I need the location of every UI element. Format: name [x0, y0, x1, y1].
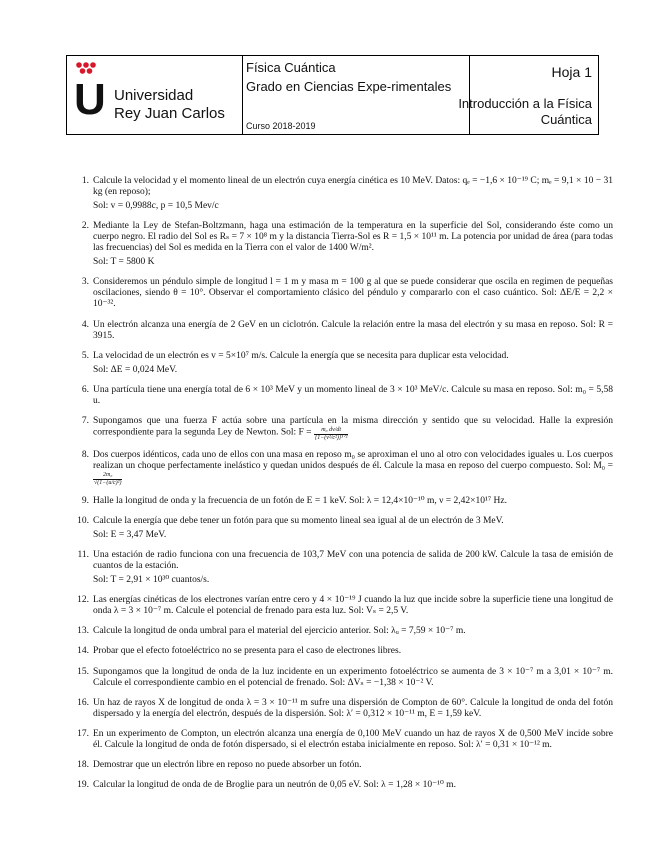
problem-statement: Un electrón alcanza una energía de 2 GeV en un ciclotrón. Calcule la relación entre la masa del electrón y su masa en reposo.	[93, 319, 578, 330]
problem-solution: Sol: Vₛ = 2,5 V.	[348, 606, 409, 617]
problem-statement: Calcule la energía que debe tener un fotón para que su momento lineal sea igual al de un electrón de 3 MeV.	[93, 515, 504, 526]
problem-number: 3.	[81, 277, 89, 288]
problem-statement: Mediante la Ley de Stefan-Boltzmann, haga una estimación de la temperatura en la superficie del Sol, considerando éste como un cuerpo negro. El radio del Sol es Rₛ = 7 × 10⁸ m y la distancia Tierra-Sol es R = 1,5 × 10¹¹ m. La potencia por unidad de área (para todas las frecuencias) del Sol es medida en la Tierra con el valor de 1400 W/m².	[93, 221, 613, 254]
problem-solution: Sol: λ = 12,4×10⁻¹⁰ m, ν = 2,42×10¹⁷ Hz.	[349, 495, 508, 506]
problem-number: 7.	[81, 416, 89, 427]
problem-number: 19.	[77, 780, 89, 791]
problem-solution: Sol: T = 5800 K	[93, 257, 155, 268]
problem-number: 4.	[81, 319, 89, 330]
problem-number: 11.	[77, 549, 89, 560]
problem-solution: Sol: ΔVₛ = −1,38 × 10⁻² V.	[329, 677, 434, 688]
problem-text	[93, 729, 613, 751]
problem-solution: Sol: λ = 1,28 × 10⁻¹⁰ m.	[363, 780, 456, 791]
problem-solution: Sol: ΔE = 0,024 MeV.	[93, 364, 178, 375]
problem-statement: En un experimento de Compton, un electrón alcanza una energía de 0,100 MeV cuando un haz de rayos X de 0,500 MeV incide sobre él. Calcule la longitud de onda de fotón dispersado, si el electrón estaba inicialmente en reposo.	[93, 729, 613, 750]
problem-text	[93, 646, 613, 657]
problem-statement: Supongamos que la longitud de onda de la luz incidente en un experimento fotoeléctrico se aumenta de 3 × 10⁻⁷ m a 3,01 × 10⁻⁷ m. Calcule el correspondiente cambio en el potencial de frenado.	[93, 666, 613, 688]
problem-item	[81, 221, 613, 268]
problem-solution: Sol: v = 0,9988c, p = 10,5 Mev/c	[93, 201, 219, 211]
problem-statement: Una estación de radio funciona con una frecuencia de 103,7 MeV con una potencia de salida de 200 kW. Calcule la tasa de emisión de cuantos de la estación.	[93, 549, 613, 571]
logo-name-line: Rey Juan Carlos	[114, 105, 225, 122]
problem-statement: La velocidad de un electrón es v = 5×10⁷ m/s. Calcule la energía que se necesita para duplicar esta velocidad.	[93, 350, 509, 361]
fraction-numerator: m₀ dv/dt	[314, 427, 348, 435]
problem-statement: Calcule la velocidad y el momento lineal de un electrón cuya energía cinética es 10 MeV. Datos: qₑ = −1,6 × 10⁻¹⁹ C; mₑ = 9,1 × 10 − 31 kg (en reposo);	[93, 176, 613, 197]
course-degree: Grado en Ciencias Expe-rimentales	[246, 79, 452, 94]
problem-number: 13.	[77, 626, 89, 637]
problem-number: 6.	[81, 384, 89, 395]
problem-solution: Sol: λ′ = 0,31 × 10⁻¹² m.	[458, 740, 552, 750]
problem-item	[77, 646, 613, 657]
university-logo	[67, 56, 243, 134]
problem-item	[77, 760, 613, 771]
logo-university-line: Universidad	[114, 87, 194, 104]
problem-text	[93, 516, 613, 527]
problem-solution: Sol: M₀ =	[575, 461, 614, 472]
solution-fraction	[314, 427, 348, 441]
fraction-denominator: [1−(v²/c²)]³ᐟ²	[314, 434, 348, 441]
problem-item	[81, 350, 613, 376]
problem-text	[93, 221, 613, 254]
problem-solution: Sol: ΔE/E = 2,2 × 10⁻³².	[93, 288, 613, 310]
problem-text	[93, 698, 613, 720]
problem-text	[93, 760, 613, 771]
problem-statement: Las energías cinéticas de los electrones varían entre cero y 4 × 10⁻¹⁹ J cuando la luz que incide sobre la superficie tiene una longitud de onda λ = 3 × 10⁻⁷ m. Calcule el potencial de frenado para esta luz.	[93, 595, 613, 617]
problem-item	[81, 416, 613, 441]
problem-item	[81, 277, 613, 310]
problem-number: 16.	[77, 697, 89, 708]
problem-item	[81, 319, 614, 342]
problem-number: 15.	[77, 666, 89, 677]
problem-statement: Calcular la longitud de onda de de Broglie para un neutrón de 0,05 eV.	[93, 780, 362, 791]
problem-solution: Sol: m₀ = 5,58 u.	[93, 384, 614, 406]
sheet-topic: Introducción a la Física Cuántica	[458, 96, 592, 127]
problem-solution: Sol: E = 3,47 MeV.	[93, 529, 167, 540]
problem-statement: Probar que el efecto fotoeléctrico no se presenta para el caso de electrones libres.	[93, 646, 402, 657]
problem-solution: Sol: F =	[280, 427, 312, 438]
problem-item	[81, 384, 614, 407]
problem-statement: Demostrar que un electrón libre en reposo no puede absorber un fotón.	[93, 760, 362, 771]
problem-item	[77, 780, 613, 791]
solution-fraction	[93, 472, 122, 486]
problem-list	[77, 176, 614, 801]
problem-text	[93, 277, 613, 310]
document-header	[66, 55, 599, 135]
problem-text	[93, 320, 613, 342]
problem-text	[93, 176, 613, 198]
problem-item	[81, 495, 613, 507]
fraction-denominator: √(1−(u/c)²)	[94, 479, 122, 486]
problem-solution: Sol: λ′ = 0,312 × 10⁻¹¹ m, E = 1,59 keV.	[328, 708, 482, 719]
problem-text	[93, 416, 613, 441]
problem-number: 12.	[77, 595, 89, 606]
problem-solution: Sol: T = 2,91 × 10³⁰ cuantos/s.	[93, 574, 210, 585]
problem-text	[93, 385, 613, 407]
sheet-info	[458, 56, 598, 134]
course-subject: Física Cuántica	[246, 60, 336, 75]
problem-text	[93, 496, 613, 507]
sheet-number: Hoja 1	[551, 64, 592, 80]
problem-statement: Una partícula tiene una energía total de 6 × 10³ MeV y un momento lineal de 3 × 10³ MeV/c. Calcule su masa en reposo.	[93, 384, 555, 395]
problem-statement: Dos cuerpos idénticos, cada uno de ellos con una masa en reposo m₀ se aproximan el uno al otro con velocidades iguales u. Los cuerpos realizan un choque perfectamente inelástico y quedan unidos después de él. Calcule la masa en reposo del cuerpo compuesto.	[93, 450, 613, 472]
problem-statement: Calcule la longitud de onda umbral para el material del ejercicio anterior.	[93, 626, 372, 637]
course-year: Curso 2018-2019	[246, 121, 316, 131]
problem-solution: Sol: R = 3915.	[93, 319, 614, 341]
logo-u-mark: U	[74, 75, 105, 124]
problem-statement: Un haz de rayos X de longitud de onda λ = 3 × 10⁻¹¹ m sufre una dispersión de Compton de 60°. Calcule la longitud de onda del fotón dispersado y la energía del electrón, después de la dispersión.	[93, 697, 613, 719]
problem-text	[93, 780, 613, 791]
problem-item	[77, 595, 613, 617]
problem-item	[77, 549, 613, 586]
problem-text	[93, 595, 613, 617]
problem-number: 5.	[81, 350, 89, 361]
problem-text	[93, 667, 613, 689]
problem-statement: Consideremos un péndulo simple de longitud l = 1 m y masa m = 100 g al que se puede considerar que oscila en regimen de pequeñas oscilaciones, siendo θ = 10°. Observar el comportamiento clásico del péndulo y compararlo con el caso cuántico.	[93, 277, 613, 299]
problem-number: 14.	[77, 646, 89, 657]
problem-item	[81, 176, 613, 212]
problem-item	[81, 450, 614, 486]
problem-statement: Supongamos que una fuerza F actúa sobre una partícula en la misma dirección y sentido que su velocidad. Halle la expresión correspondiente para la segunda Ley de Newton.	[93, 416, 613, 438]
problem-text	[93, 351, 613, 362]
problem-item	[77, 697, 613, 720]
problem-number: 17.	[77, 729, 89, 739]
problem-number: 2.	[81, 221, 89, 232]
problem-number: 9.	[81, 495, 89, 506]
problem-number: 8.	[81, 450, 89, 461]
problem-item	[77, 626, 613, 637]
problem-statement: Halle la longitud de onda y la frecuencia de un fotón de E = 1 keV.	[93, 495, 347, 506]
problem-text	[93, 450, 613, 486]
problem-number: 10.	[77, 515, 89, 526]
problem-solution: Sol: λᵤ = 7,59 × 10⁻⁷ m.	[373, 626, 466, 637]
fraction-numerator: 2m₀	[93, 472, 122, 480]
problem-item	[77, 729, 613, 751]
problem-number: 1.	[81, 176, 89, 186]
problem-text	[93, 626, 613, 637]
problem-item	[77, 666, 613, 689]
problem-number: 18.	[77, 760, 89, 771]
problem-text	[93, 550, 613, 572]
problem-item	[77, 515, 613, 541]
